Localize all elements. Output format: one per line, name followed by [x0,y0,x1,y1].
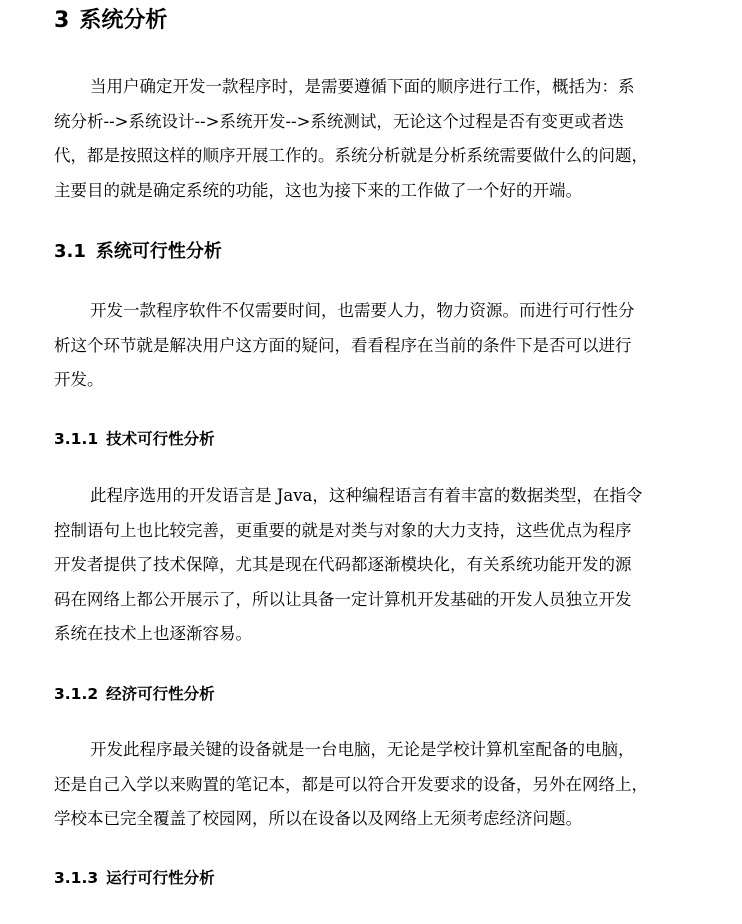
paragraph-line: 码在网络上都公开展示了，所以让具备一定计算机开发基础的开发人员独立开发 [54,589,632,609]
paragraph-line: 此程序选用的开发语言是 Java，这种编程语言有着丰富的数据类型，在指令 [90,486,643,505]
section-heading [54,6,167,36]
subsection-number: 3.1 [54,241,86,262]
paragraph-line: 当用户确定开发一款程序时，是需要遵循下面的顺序进行工作，概括为：系 [90,77,635,96]
tech-title: 技术可行性分析 [106,430,215,448]
paragraph-line: 开发此程序最关键的设备就是一台电脑，无论是学校计算机室配备的电脑， [90,740,635,759]
paragraph-line: 开发者提供了技术保障，尤其是现在代码都逐渐模块化，有关系统功能开发的源 [54,555,632,574]
ops-title: 运行可行性分析 [106,869,215,887]
paragraph-line: 统分析-->系统设计-->系统开发-->系统测试，无论这个过程是否有变更或者迭 [54,111,624,131]
paragraph-line: 控制语句上也比较完善，更重要的就是对类与对象的大力支持，这些优点为程序 [54,520,632,540]
section-intro-paragraph [54,70,690,208]
subsection-title: 系统可行性分析 [95,241,222,262]
tech-feasibility-heading [54,428,215,450]
paragraph-line: 还是自己入学以来购置的笔记本，都是可以符合开发要求的设备，另外在网络上， [54,774,648,794]
feasibility-intro-paragraph [54,294,690,398]
paragraph-line: 析这个环节就是解决用户这方面的疑问，看看程序在当前的条件下是否可以进行 [54,335,632,355]
paragraph-line: 开发。 [54,370,104,389]
subsection-heading [54,239,222,265]
econ-feasibility-heading [54,683,215,705]
section-number: 3 [54,8,70,33]
tech-number: 3.1.1 [54,430,99,448]
econ-title: 经济可行性分析 [106,685,215,703]
econ-number: 3.1.2 [54,685,99,703]
ops-feasibility-heading [54,867,215,889]
paragraph-line: 系统在技术上也逐渐容易。 [54,624,252,643]
econ-feasibility-paragraph [54,733,690,837]
paragraph-line: 学校本已完全覆盖了校园网，所以在设备以及网络上无须考虑经济问题。 [54,809,582,828]
paragraph-line: 代，都是按照这样的顺序开展工作的。系统分析就是分析系统需要做什么的问题， [54,146,648,165]
section-title: 系统分析 [79,8,168,33]
tech-feasibility-paragraph [54,479,690,652]
ops-number: 3.1.3 [54,869,99,887]
paragraph-line: 开发一款程序软件不仅需要时间，也需要人力，物力资源。而进行可行性分 [90,301,635,320]
paragraph-line: 主要目的就是确定系统的功能，这也为接下来的工作做了一个好的开端。 [54,180,582,200]
